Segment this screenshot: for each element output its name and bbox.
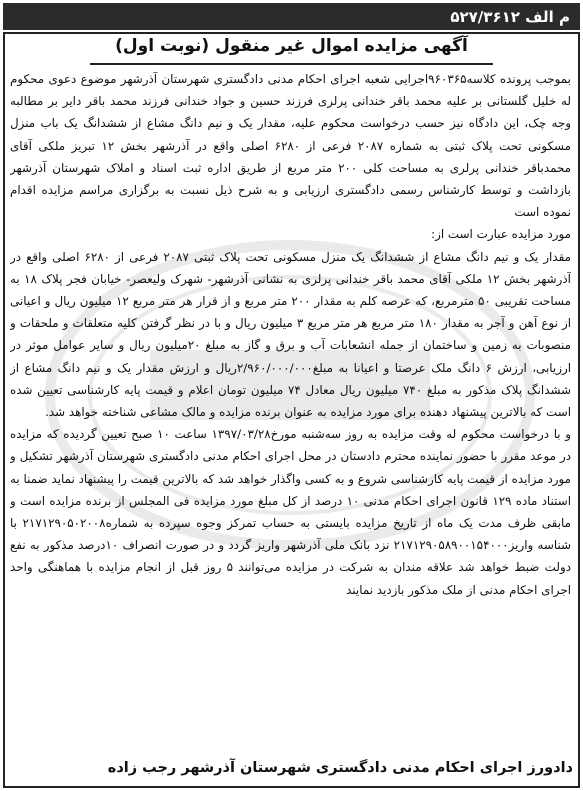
notice-signature: دادورز اجرای احکام مدنی دادگستری شهرستان آذرشهر رجب زاده <box>107 760 573 776</box>
paragraph-property-description: مقدار یک و نیم دانگ مشاع از ششدانگ یک منزل مسکونی تحت پلاک ثبتی ۲۰۸۷ فرعی از ۶۲۸۰ اصلی واقع در آذرشهر بخش ۱۲ ملکی آقای محمد باقر خندانی پرلری به نشانی آذرشهر- شهرک ولیعصر- خیابان فجر پلاک ۱۸ به مساحت تقریبی ۵۰ مترمربع، که عرصه کلم به مقدار ۲۰۰ متر مربع و از قرار هر متر مربع ۱۲ میلیون ریال و اعیانی از نوع آهن و آجر به مقدار ۱۸۰ متر مربع هر متر مربع ۳ میلیون ریال و با در نظر گرفتن کلیه متعلقات و ملحقات و منصوبات به زمین و ساختمان از جمله انشعابات آب و برق و گاز به مبلغ ۲۰میلیون ریال و سایر عوامل موثر در ارزیابی، ارزش ۶ دانگ ملک عرصتا و اعیانا به مبلغ۲/۹۶۰/۰۰۰/۰۰۰ریال و ارزش مقدار یک و نیم دانگ مشاع از ششدانگ پلاک مذکور به مبلغ ۷۴۰ میلیون ریال معادل ۷۴ میلیون تومان اعلام و قیمت پایه کارشناسی تعیین شده است که بالاترین پیشنهاد دهنده برای مورد مزایده به عنوان برنده مزایده و مالک مشاعی شناخته خواهد شد. <box>10 249 571 420</box>
title-divider <box>90 63 493 65</box>
paragraph-intro: بموجب پرونده کلاسه۹۶۰۳۶۵اجرایی شعبه اجرای احکام مدنی دادگستری شهرستان آذرشهر موضوع دعوی محکوم له خلیل گلستانی بر علیه محمد باقر خندانی پرلری فرزند حسین و جواد خندانی فرزند محمد باقر دایر بر مطالبه وجه چک، این دادگاه نیز حسب درخواست محکوم علیه، مقدار یک و نیم دانگ مشاع از ششدانگ یک باب منزل مسکونی تحت پلاک ثبتی به شماره ۲۰۸۷ فرعی از ۶۲۸۰ اصلی واقع در آذرشهر بخش ۱۲ تبریز ملکی آقای محمدباقر خندانی پرلری به مساحت کلی ۲۰۰ متر مربع از طریق اداره ثبت اسناد و املاک شهرستان آذرشهر بازداشت و توسط کارشناس رسمی دادگستری ارزیابی و به شرح ذیل نسبت به برگزاری مراسم مزایده اقدام نموده است <box>10 72 571 220</box>
notice-code-bar <box>3 3 580 30</box>
notice-code: م الف ۵۲۷/۳۶۱۲ <box>450 7 570 26</box>
notice-body <box>10 68 571 728</box>
paragraph-subject-heading: مورد مزایده عبارت است از: <box>431 227 571 242</box>
notice-title: آگهی مزایده اموال غیر منقول (نوبت اول) <box>115 36 468 56</box>
paragraph-auction-terms: و با درخواست محکوم له وقت مزایده به روز سه‌شنبه مورخ۱۳۹۷/۰۳/۲۸ ساعت ۱۰ صبح تعیین گردیده که مزایده در موعد مقرر با حضور نماینده محترم دادستان در محل اجرای احکام مدنی دادگستری شهرستان آذرشهر تشکیل و مورد مزایده از قیمت پایه کارشناسی شروع و به کسی واگذار خواهد شد که بالاترین قیمت را پیشنهاد نماید ضمنا به استناد ماده ۱۲۹ قانون اجرای احکام مدنی ۱۰ درصد از کل مبلغ مورد مزایده فی المجلس از برنده مزایده است و مابقی ظرف مدت یک ماه از تاریخ مزایده بایستی به حساب تمرکز وجوه سپرده به شماره۲۱۷۱۲۹۰۵۰۲۰۰۸ با شناسه واریز۲۱۷۱۲۹۰۵۸۹۰۰۱۵۴۰۰۰ نزد بانک ملی آذرشهر واریز گردد و در صورت انصراف ۱۰درصد مذکور به نفع دولت ضبط خواهد شد علاقه مندان به شرکت در مزایده می‌توانند ۵ روز قبل از انجام مزایده با هماهنگی واحد اجرای احکام مدنی از ملک مذکور بازدید نمایند <box>10 427 571 597</box>
